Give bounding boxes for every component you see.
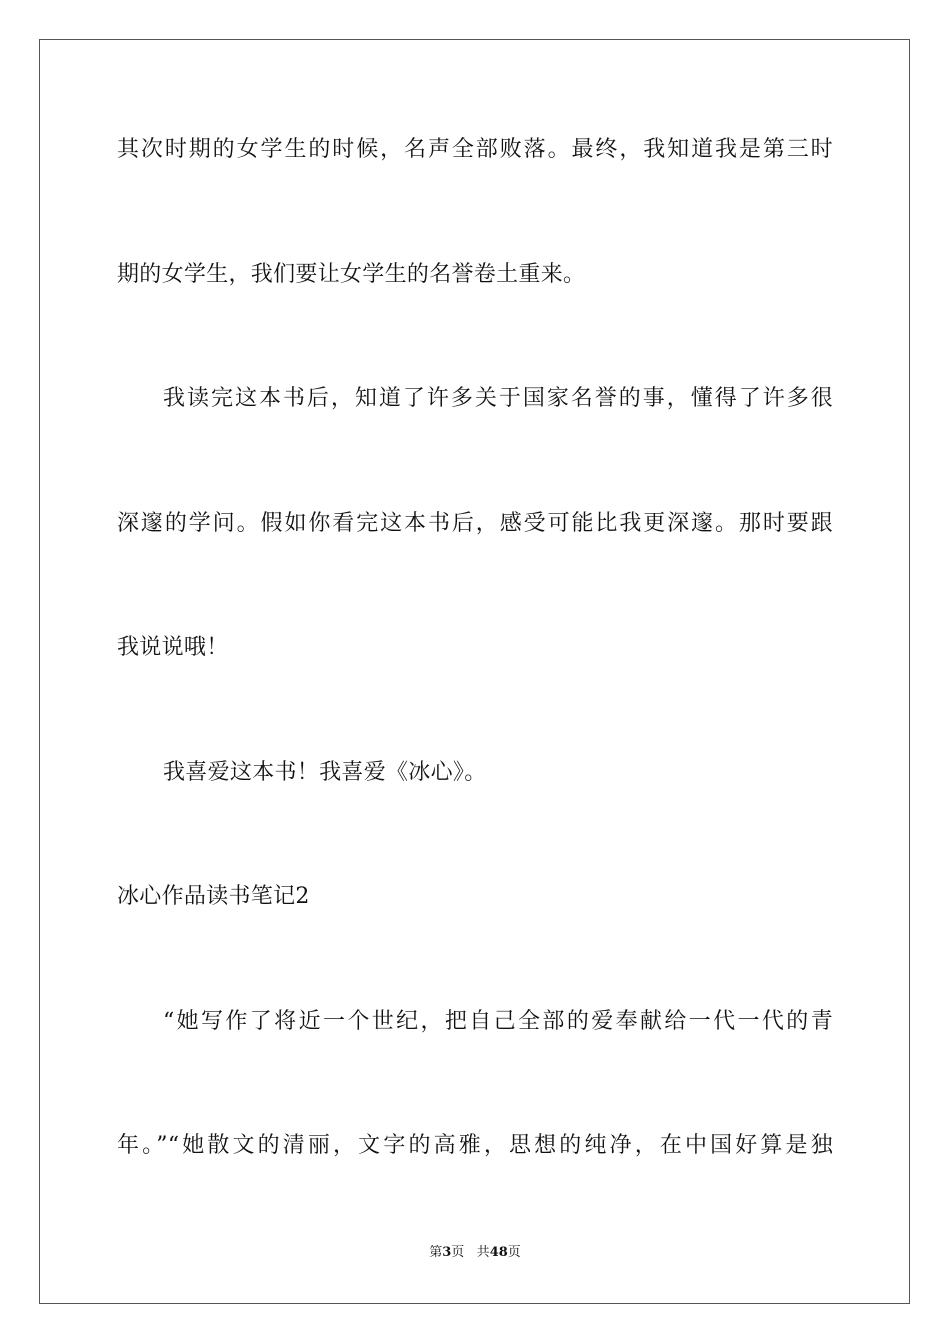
footer-total-prefix: 共	[476, 1245, 490, 1260]
footer-prefix: 第	[429, 1245, 443, 1260]
text-line-3: 我读完这本书后，知道了许多关于国家名誉的事，懂得了许多很	[163, 386, 833, 411]
text-line-4: 深邃的学问。假如你看完这本书后，感受可能比我更深邃。那时要跟	[117, 511, 833, 536]
text-line-2: 期的女学生，我们要让女学生的名誉卷土重来。	[117, 262, 586, 287]
text-line-6: 我喜爱这本书！我喜爱《冰心》。	[163, 760, 487, 785]
text-line-9: 年。”“她散文的清丽，文字的高雅，思想的纯净，在中国好算是独	[117, 1133, 833, 1158]
text-line-8: “她写作了将近一个世纪，把自己全部的爱奉献给一代一代的青	[163, 1009, 833, 1034]
footer-current-page: 3	[442, 1245, 452, 1260]
footer-total-pages: 48	[489, 1245, 508, 1260]
page-border	[39, 39, 910, 1304]
page-footer	[0, 1244, 950, 1262]
section-heading: 冰心作品读书笔记2	[117, 884, 310, 909]
footer-page-suffix: 页	[451, 1245, 465, 1260]
footer-total-suffix: 页	[507, 1245, 521, 1260]
text-line-1: 其次时期的女学生的时候，名声全部败落。最终，我知道我是第三时	[117, 137, 833, 162]
text-line-5: 我说说哦！	[117, 635, 229, 660]
